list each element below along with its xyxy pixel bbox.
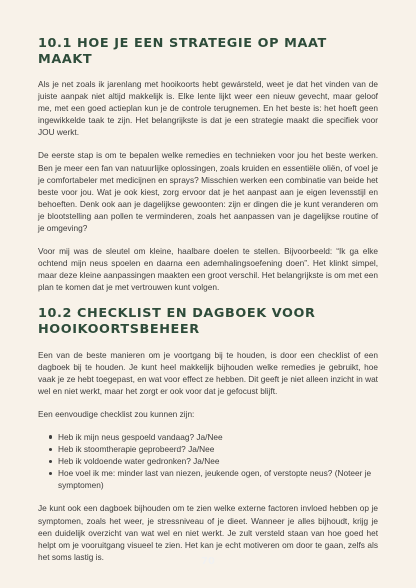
section-heading-10-2: 10.2 CHECKLIST EN DAGBOEK VOOR HOOIKOORTSBEHEER bbox=[38, 305, 316, 337]
list-item: Hoe voel ik me: minder last van niezen, jeukende ogen, of verstopte neus? (Noteer je symptomen) bbox=[52, 467, 378, 491]
paragraph: Voor mij was de sleutel om kleine, haalbare doelen te stellen. Bijvoorbeeld: “Ik ga elke ochtend mijn neus spoelen en daarna een ademhalingsoefening doen”. Het klinkt simpel, maar deze kleine aanpassingen maakten een groot verschil. Het belangrijkste is om met een plan te komen dat je met vertrouwen kunt volgen. bbox=[38, 246, 378, 293]
checklist bbox=[52, 431, 378, 491]
paragraph: Als je net zoals ik jarenlang met hooikoorts hebt gewársteld, weet je dat het vinden van de juiste aanpak niet altijd makkelijk is. Elke lente lijkt weer een nieuw gevecht, maar geloof me, met een goed actieplan kun je de controle terugnemen. En het beste is: het hoeft geen ingewikkelde taak te zijn. Het belangrijkste is dat je een strategie maakt die specifiek voor JOU werkt. bbox=[38, 79, 378, 138]
paragraph: Een van de beste manieren om je voortgang bij te houden, is door een checklist of een dagboek bij te houden. Je kunt heel makkelijk bijhouden welke remedies je gebruikt, hoe vaak je ze hebt toegepast, en wat voor effect ze hebben. Dit geeft je niet alleen inzicht in wat wel en niet werkt, maar het zorgt er ook voor dat je gefocust blijft. bbox=[38, 349, 378, 396]
paragraph: Je kunt ook een dagboek bijhouden om te zien welke externe factoren invloed hebben op je symptomen, zoals het weer, je stressniveau of je dieet. Wanneer je alles bijhoudt, krijg je een duidelijk overzicht van wat wel en niet werkt. Je zult versteld staan van hoe goed het helpt om je vooruitgang visueel te zien. Het kan je echt motiveren om door te gaan, zelfs als het soms lastig is. bbox=[38, 503, 378, 562]
checklist-intro: Een eenvoudige checklist zou kunnen zijn: bbox=[38, 408, 195, 419]
section-heading-10-1: 10.1 HOE JE EEN STRATEGIE OP MAAT MAAKT bbox=[38, 36, 327, 67]
list-item: Heb ik stoomtherapie geprobeerd? Ja/Nee bbox=[52, 443, 378, 455]
list-item: Heb ik voldoende water gedronken? Ja/Nee bbox=[52, 455, 378, 467]
list-item: Heb ik mijn neus gespoeld vandaag? Ja/Nee bbox=[52, 431, 378, 443]
paragraph: De eerste stap is om te bepalen welke remedies en technieken voor jou het beste werken. Ben je meer een fan van natuurlijke oplossingen, zoals kruiden en essentiële oliën, of voel je je comfortabeler met medicijnen en sprays? Misschien werken een combinatie van beide het beste voor jou. Wat je ook kiest, zorg ervoor dat je het aanpast aan je eigen levensstijl en behoeften. Denk ook aan je dagelijkse gewoonten: zijn er dingen die je kunt veranderen om je blootstelling aan pollen te verminderen, zoals het aanpassen van je dagelijkse routine of je omgeving? bbox=[38, 150, 378, 234]
page-number: 70 bbox=[201, 556, 215, 567]
